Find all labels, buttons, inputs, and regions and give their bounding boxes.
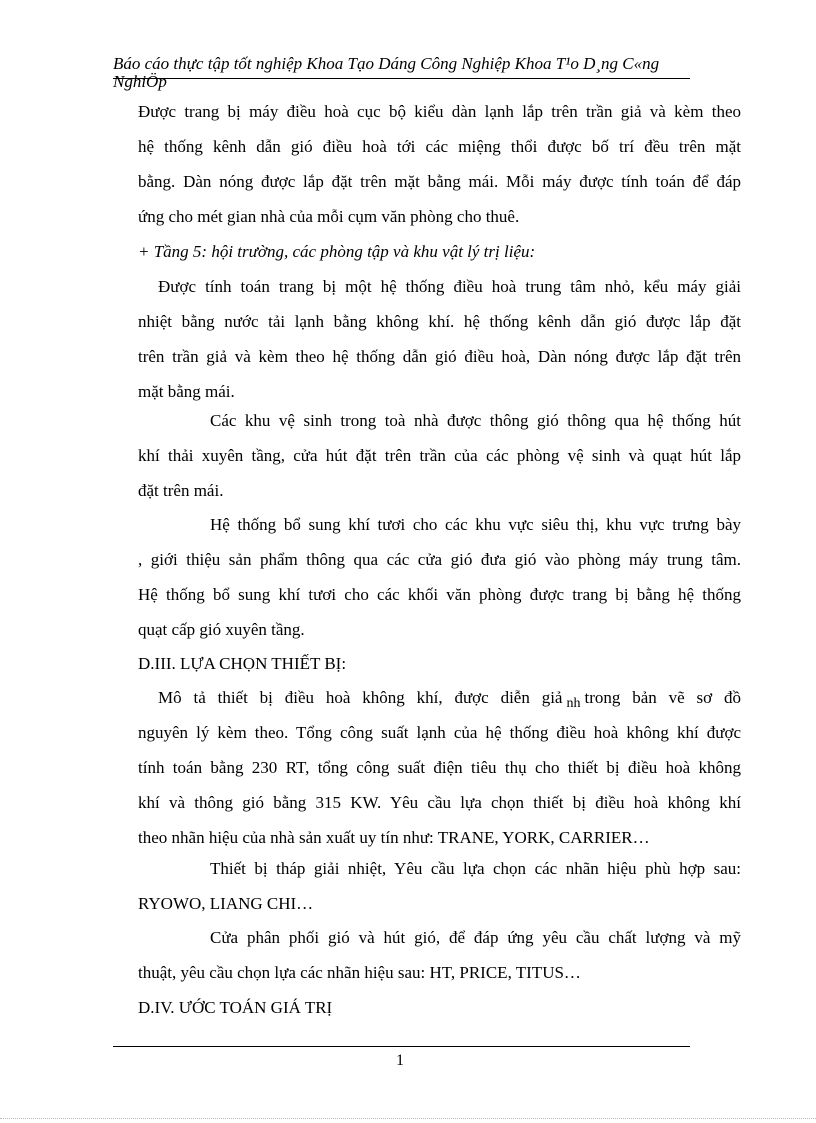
paragraph-cooling-tower [138,851,741,921]
paragraph-air-diffusers [138,920,741,990]
section-3-heading: D.III. LỰA CHỌN THIẾT BỊ: [138,654,347,673]
page-header [113,53,713,93]
p1-line-3: bằng. Dàn nóng được lắp đặt trên mặt bằng mái. Mỗi máy được tính toán để đáp [138,172,741,191]
p7-line-1: Cửa phân phối gió và hút gió, để đáp ứng yêu cầu chất lượng và mỹ [210,928,741,947]
p4-line-2: , giới thiệu sản phẩm thông qua các cửa gió đưa gió vào phòng máy trung tâm. [138,550,741,569]
p5-line-4: khí và thông gió bằng 315 KW. Yêu cầu lựa chọn thiết bị điều hoà không khí [138,793,741,812]
p5-line-5: theo nhãn hiệu của nhà sản xuất uy tín như: TRANE, YORK, CARRIER… [138,828,650,847]
paragraph-office-ac [138,94,741,234]
page-number: 1 [396,1052,404,1069]
p3-line-2: khí thải xuyên tầng, cửa hút đặt trên trần của các phòng vệ sinh và quạt hút lắp [138,446,741,465]
p5-line-2: nguyên lý kèm theo. Tổng công suất lạnh của hệ thống điều hoà không khí được [138,723,741,742]
p4-line-4: quạt cấp gió xuyên tầng. [138,620,305,639]
p2-line-2: nhiệt bằng nước tải lạnh bằng không khí. hệ thống kênh dẫn gió được lắp đặt [138,312,741,331]
header-line-1: Báo cáo thực tập tốt nghiệp Khoa Tạo Dáng Công Nghiệp Khoa T¹o D¸ng C«ng [113,54,660,73]
p7-line-2: thuật, yêu cầu chọn lựa các nhãn hiệu sau: HT, PRICE, TITUS… [138,963,581,982]
p3-line-1: Các khu vệ sinh trong toà nhà được thông gió thông qua hệ thống hút [210,411,741,430]
p1-line-1: Được trang bị máy điều hoà cục bộ kiểu dàn lạnh lắp trên trần giả và kèm theo [138,102,741,121]
p6-line-1: Thiết bị tháp giải nhiệt, Yêu cầu lựa chọn các nhãn hiệu phù hợp sau: [210,859,741,878]
p5-line-3: tính toán bằng 230 RT, tổng công suất điện tiêu thụ cho thiết bị điều hoà không [138,758,741,777]
page-bottom-dotted-line [0,1118,816,1119]
p2-line-3: trên trần giả và kèm theo hệ thống dẫn gió điều hoà, Dàn nóng được lắp đặt trên [138,347,741,366]
p1-line-2: hệ thống kênh dẫn gió điều hoà tới các miệng thổi được bố trí đều trên mặt [138,137,741,156]
p4-line-1: Hệ thống bổ sung khí tươi cho các khu vực siêu thị, khu vực trưng bày [210,515,741,534]
p2-line-1: Được tính toán trang bị một hệ thống điều hoà trung tâm nhỏ, kểu máy giải [158,277,741,296]
p1-line-4: ứng cho mét gian nhà của mỗi cụm văn phòng cho thuê. [138,207,520,226]
paragraph-equipment [138,680,741,855]
floor5-heading: + Tầng 5: hội trường, các phòng tập và khu vật lý trị liệu: [138,242,536,261]
p3-line-3: đặt trên mái. [138,481,224,500]
section-4-heading: D.IV. ƯỚC TOÁN GIÁ TRỊ [138,998,333,1017]
paragraph-fresh-air [138,507,741,647]
paragraph-toilets [138,403,741,508]
paragraph-floor5 [138,269,741,409]
header-line-2: NghiÖp [113,72,167,91]
header-rule [113,78,690,79]
footer-rule [113,1046,690,1047]
p4-line-3: Hệ thống bổ sung khí tươi cho các khối văn phòng được trang bị bằng hệ thống [138,585,741,604]
p2-line-4: mặt bằng mái. [138,382,235,401]
p6-line-2: RYOWO, LIANG CHI… [138,894,314,913]
p5-line-1: Mô tả thiết bị điều hoà không khí, được diễn giả $_{nh}$ trong bản vẽ sơ đồ [158,688,741,711]
